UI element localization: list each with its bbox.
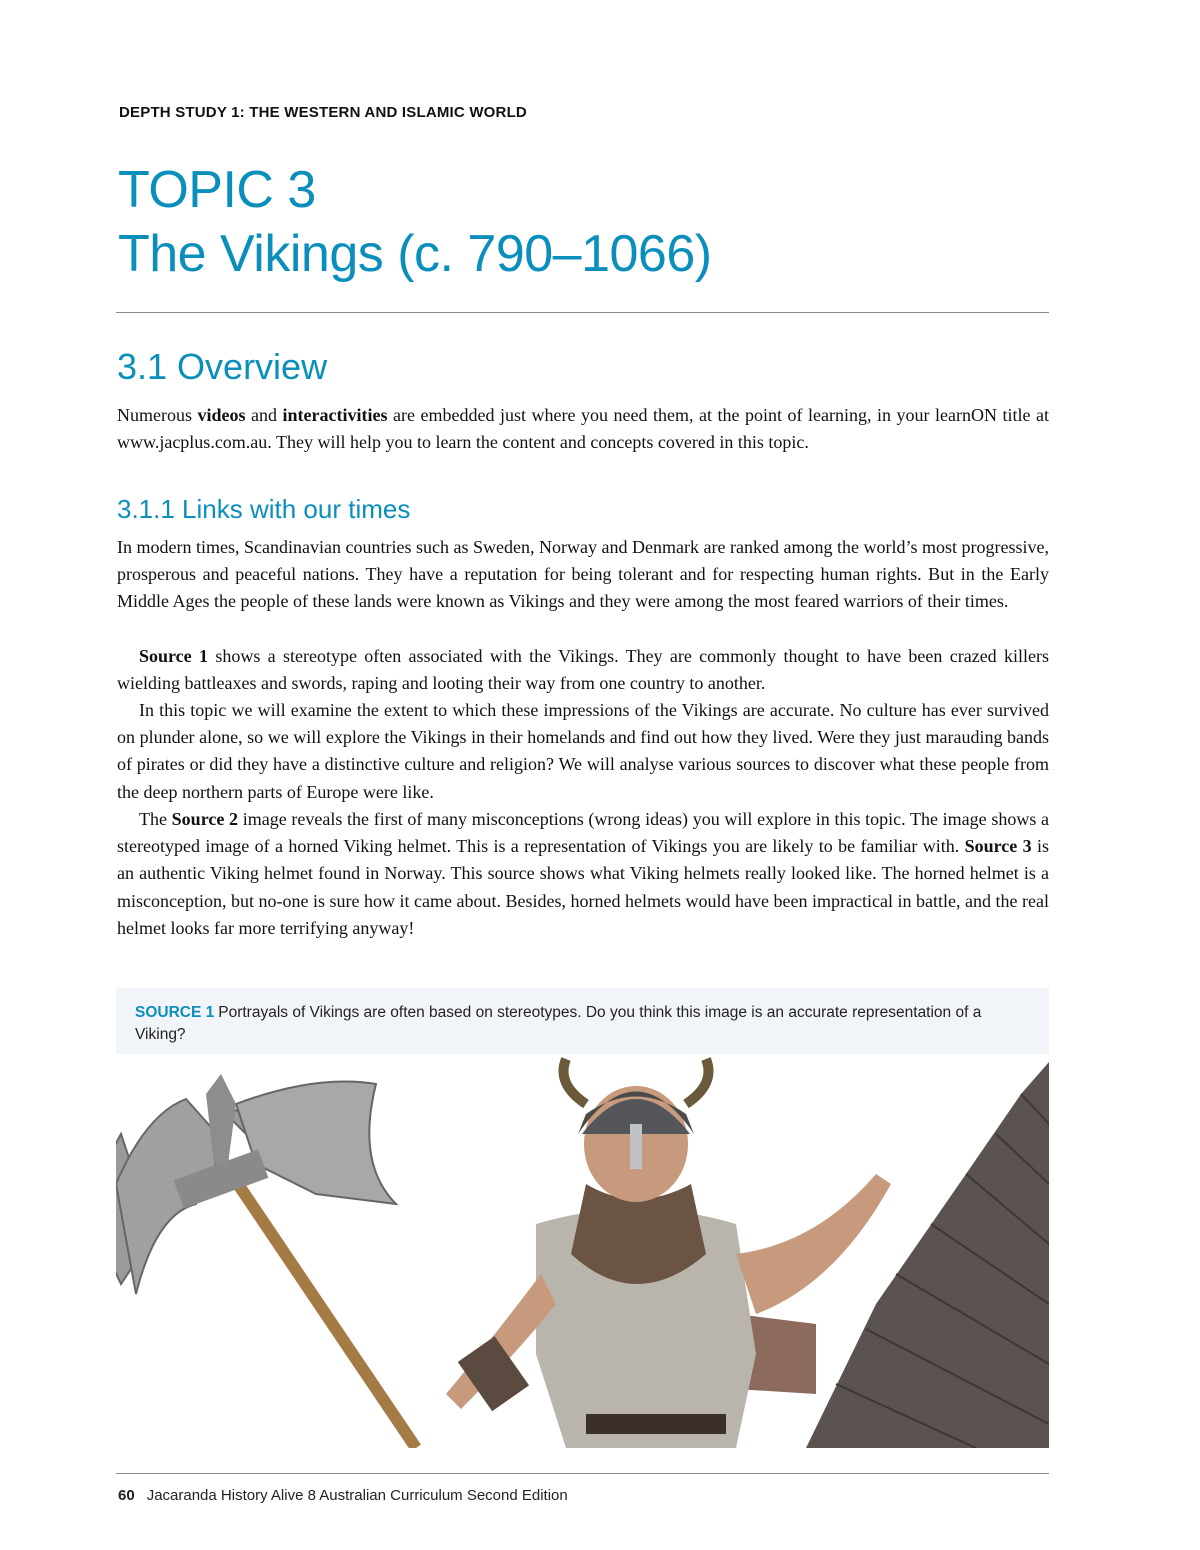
text: is an authentic Viking helmet found in Norway. This source shows what Viking helmets really looked like. The horned helmet is a misconception, but no-one is sure how it came about. Besides, horned helmets would have been impractical in battle, and the real helmet looks far more terrifying anyway! <box>117 836 1049 938</box>
links-paragraph-1: In modern times, Scandinavian countries such as Sweden, Norway and Denmark are ranked among the world’s most progressive, prosperous and peaceful nations. They have a reputation for being tolerant and for respecting human rights. But in the Early Middle Ages the people of these lands were known as Vikings and they were among the most feared warriors of their times. <box>117 537 1049 612</box>
topic-number: TOPIC 3 <box>118 161 316 219</box>
source-3-reference: Source 3 <box>964 836 1032 857</box>
text: The <box>139 809 172 829</box>
viking-warrior-icon <box>446 1059 891 1448</box>
overview-paragraph <box>117 402 1049 456</box>
source-1-reference: Source 1 <box>139 646 208 666</box>
overview-heading: 3.1 Overview <box>117 346 328 387</box>
links-paragraph-3: In this topic we will examine the extent to which these impressions of the Vikings are accurate. No culture has ever survived on plunder alone, so we will explore the Vikings in their homelands and find out how they lived. Were they just marauding bands of pirates or did they have a distinctive culture and religion? We will analyse various sources to discover what these people from the deep northern parts of Europe were like. <box>117 700 1049 802</box>
caption-text: Portrayals of Vikings are often based on stereotypes. Do you think this image is an accurate representation of a Viking? <box>135 1004 982 1043</box>
links-paragraph-4 <box>117 806 1049 942</box>
battleaxe-icon <box>116 1074 416 1448</box>
links-paragraph-2 <box>117 643 1049 697</box>
bold-term-videos: videos <box>197 405 246 425</box>
text: image reveals the first of many misconceptions (wrong ideas) you will explore in this topic. The image shows a stereotyped image of a horned Viking helmet. This is a representation of Vikings you are likely to be familiar with. <box>117 809 1050 857</box>
depth-study-label: DEPTH STUDY 1: THE WESTERN AND ISLAMIC WORLD <box>119 104 527 121</box>
links-heading: 3.1.1 Links with our times <box>117 494 411 524</box>
topic-title <box>118 158 712 286</box>
text: shows a stereotype often associated with the Vikings. They are commonly thought to have been crazed killers wielding battleaxes and swords, raping and looting their way from one country to another. <box>117 646 1049 694</box>
source-1-caption <box>135 1002 1015 1046</box>
page-footer <box>118 1487 568 1504</box>
text: are embedded just where you need them, at the point of learning, in your learnON title at www.jacplus.com.au. They will help you to learn the content and concepts covered in this topic. <box>117 405 1049 453</box>
page-number: 60 <box>118 1487 135 1504</box>
book-title: Jacaranda History Alive 8 Australian Curriculum Second Edition <box>146 1487 568 1504</box>
source-1-label: SOURCE 1 <box>135 1004 215 1021</box>
footer-divider <box>116 1473 1049 1474</box>
source-2-reference: Source 2 <box>171 809 239 829</box>
text: and <box>245 405 283 425</box>
text: Numerous <box>117 405 198 425</box>
viking-photo <box>116 1054 1049 1448</box>
ship-hull-icon <box>806 1062 1049 1448</box>
viking-illustration <box>116 1054 1049 1448</box>
topic-name: The Vikings (c. 790–1066) <box>118 225 712 283</box>
title-divider <box>116 312 1049 313</box>
bold-term-interactivities: interactivities <box>282 405 388 425</box>
